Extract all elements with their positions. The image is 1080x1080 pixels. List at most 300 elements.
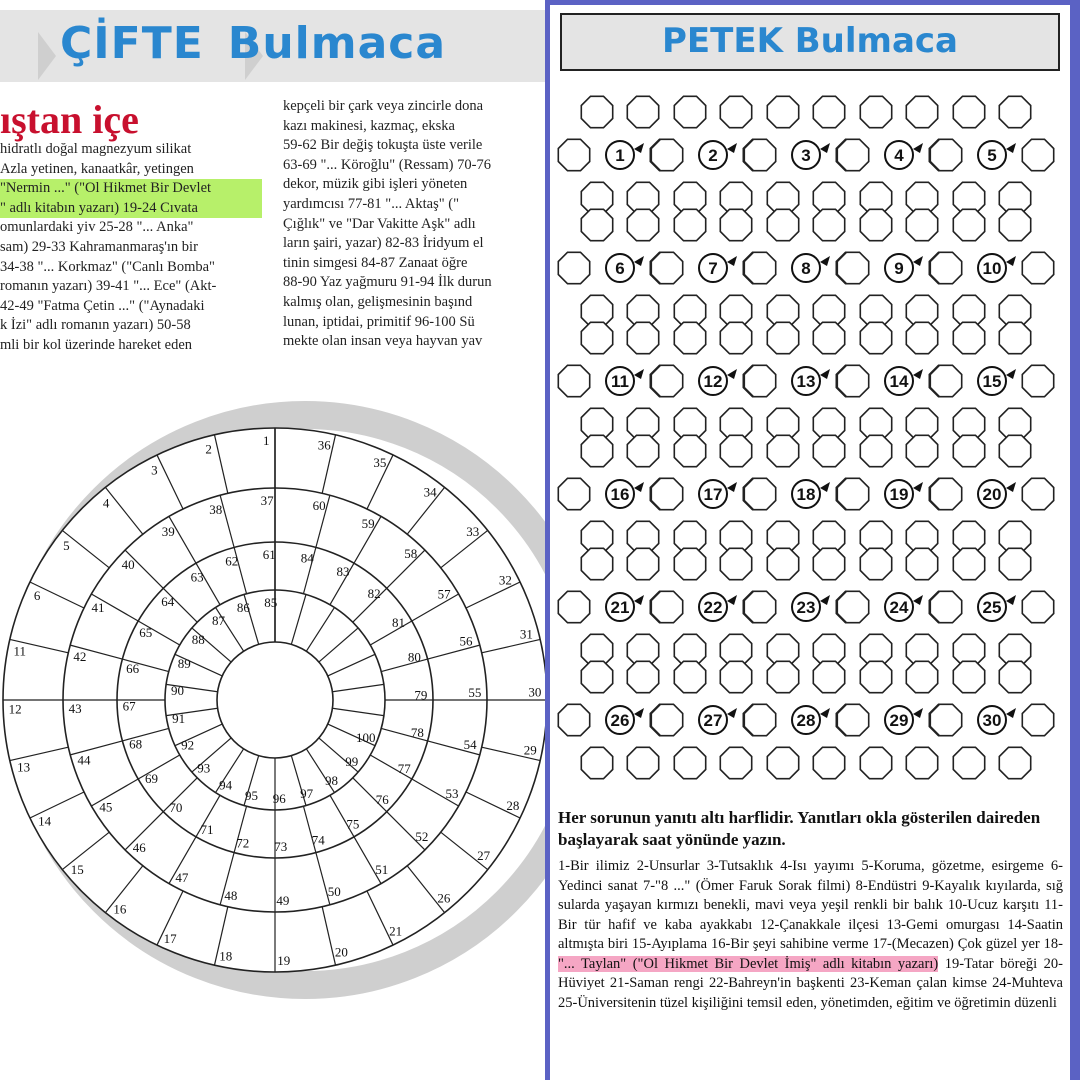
spiral-cell-number: 90 <box>170 683 184 699</box>
spiral-cell-number: 41 <box>91 599 105 615</box>
spiral-cell-number: 29 <box>523 742 537 758</box>
honeycomb-cell[interactable] <box>813 661 844 692</box>
clue-line: "Nermin ..." ("Ol Hikmet Bir Devlet <box>0 179 262 199</box>
honeycomb-circle-number: 22 <box>703 598 723 617</box>
honeycomb-cell[interactable] <box>813 548 844 579</box>
direction-arrow-icon <box>727 595 737 605</box>
spiral-cell-number: 36 <box>317 437 331 453</box>
spiral-cell-number: 28 <box>506 797 520 813</box>
honeycomb-cell[interactable] <box>837 365 868 396</box>
cifte-title-word1: ÇİFTE <box>60 18 204 69</box>
honeycomb-cell[interactable] <box>837 591 868 622</box>
spiral-cell-number: 61 <box>262 547 276 563</box>
direction-arrow-icon <box>727 708 737 718</box>
honeycomb-cell[interactable] <box>651 365 682 396</box>
honeycomb-cell[interactable] <box>953 96 984 127</box>
cifte-clue-column-2 <box>283 97 545 352</box>
honeycomb-cell[interactable] <box>999 747 1030 778</box>
honeycomb-circle-number: 2 <box>708 146 718 165</box>
honeycomb-cell[interactable] <box>999 322 1030 353</box>
honeycomb-circle-number: 18 <box>796 485 816 504</box>
honeycomb-cell[interactable] <box>720 435 751 466</box>
honeycomb-cell[interactable] <box>860 548 891 579</box>
honeycomb-cell[interactable] <box>999 435 1030 466</box>
spiral-cell-number: 69 <box>145 770 159 786</box>
honeycomb-cell[interactable] <box>720 661 751 692</box>
honeycomb-circle-number: 24 <box>889 598 909 617</box>
honeycomb-cell[interactable] <box>906 435 937 466</box>
honeycomb-cell[interactable] <box>953 661 984 692</box>
spiral-cell-number: 100 <box>356 729 376 745</box>
honeycomb-cell[interactable] <box>930 591 961 622</box>
spiral-cell-number: 84 <box>300 550 314 566</box>
spiral-cell-number: 88 <box>191 632 205 648</box>
spiral-cell-number: 15 <box>70 861 84 877</box>
spiral-cell-number: 65 <box>139 625 153 641</box>
clue-line: 42-49 "Fatma Çetin ..." ("Aynadaki <box>0 297 205 314</box>
honeycomb-cell[interactable] <box>627 548 658 579</box>
honeycomb-cell[interactable] <box>837 478 868 509</box>
spiral-cell-number: 26 <box>437 890 451 906</box>
petek-title: PETEK Bulmaca <box>662 21 958 61</box>
honeycomb-circle-number: 20 <box>982 485 1002 504</box>
honeycomb-cell[interactable] <box>930 139 961 170</box>
honeycomb-cell[interactable] <box>860 322 891 353</box>
clue-line: " adlı kitabın yazarı) 19-24 Cıvata <box>0 199 262 219</box>
honeycomb-cell[interactable] <box>744 139 775 170</box>
spiral-cell-number: 81 <box>391 615 405 631</box>
clue-line: mekte olan insan veya hayvan yav <box>283 333 483 350</box>
spiral-cell-number: 58 <box>404 546 418 562</box>
direction-arrow-icon <box>820 482 830 492</box>
spiral-cell-number: 35 <box>373 455 387 471</box>
spiral-cell-number: 4 <box>102 495 110 511</box>
clue-line: 63-69 "... Köroğlu" (Ressam) 70-76 <box>283 156 491 173</box>
spiral-cell-number: 59 <box>361 516 375 532</box>
spiral-cell-number: 1 <box>263 433 270 449</box>
honeycomb-cell[interactable] <box>720 96 751 127</box>
honeycomb-cell[interactable] <box>651 139 682 170</box>
spiral-cell-number: 16 <box>113 901 127 917</box>
spiral-cell-number: 57 <box>437 586 451 602</box>
spiral-cell-number: 75 <box>346 816 360 832</box>
honeycomb-cell[interactable] <box>813 96 844 127</box>
petek-banner <box>560 13 1060 71</box>
direction-arrow-icon <box>1006 143 1016 153</box>
honeycomb-circle-number: 10 <box>982 259 1002 278</box>
honeycomb-circle-number: 23 <box>796 598 816 617</box>
honeycomb-cell[interactable] <box>767 322 798 353</box>
honeycomb-circle-number: 28 <box>796 711 816 730</box>
clue-line: kalmış olan, gelişmesinin başınd <box>283 293 473 310</box>
spiral-cell-number: 91 <box>172 711 186 727</box>
clue-line: hidratlı doğal magnezyum silikat <box>0 141 192 157</box>
spiral-cell-number: 49 <box>276 892 290 908</box>
spiral-cell-number: 17 <box>163 930 177 946</box>
spiral-cell-number: 13 <box>17 759 31 775</box>
spiral-cell-number: 27 <box>477 848 491 864</box>
direction-arrow-icon <box>634 482 644 492</box>
clues-highlighted: "... Taylan" ("Ol Hikmet Bir Devlet İmiş" adlı kitabın yazarı) <box>558 955 939 972</box>
spiral-cell-number: 74 <box>311 832 325 848</box>
direction-arrow-icon <box>727 143 737 153</box>
honeycomb-cell[interactable] <box>930 365 961 396</box>
honeycomb-cell[interactable] <box>674 209 705 240</box>
honeycomb-cell[interactable] <box>558 139 589 170</box>
spiral-cell-number: 78 <box>410 725 424 741</box>
spiral-cell-number: 56 <box>459 633 473 649</box>
honeycomb-cell[interactable] <box>767 548 798 579</box>
honeycomb-cell[interactable] <box>674 322 705 353</box>
spiral-cell-number: 46 <box>132 839 146 855</box>
spiral-cell-number: 62 <box>225 553 239 569</box>
spiral-cell-number: 95 <box>244 788 258 804</box>
honeycomb-cell[interactable] <box>744 704 775 735</box>
honeycomb-cell[interactable] <box>1022 252 1053 283</box>
spiral-cell-number: 48 <box>224 888 238 904</box>
spiral-cell-number: 32 <box>498 572 512 588</box>
spiral-cell-number: 33 <box>466 524 480 540</box>
honeycomb-cell[interactable] <box>720 209 751 240</box>
honeycomb-circle-number: 1 <box>615 146 625 165</box>
spiral-cell-number: 2 <box>205 441 212 457</box>
honeycomb-cell[interactable] <box>581 96 612 127</box>
spiral-center <box>217 642 333 758</box>
spiral-cell-number: 51 <box>375 862 389 878</box>
spiral-cell-number: 37 <box>260 493 274 509</box>
honeycomb-cell[interactable] <box>744 252 775 283</box>
honeycomb-circle-number: 14 <box>889 372 909 391</box>
spiral-cell-number: 73 <box>274 838 288 854</box>
banner-chevron-left <box>38 32 56 80</box>
direction-arrow-icon <box>913 256 923 266</box>
direction-arrow-icon <box>634 143 644 153</box>
honeycomb-circle-number: 6 <box>615 259 625 278</box>
spiral-cell-number: 94 <box>219 777 233 793</box>
spiral-cell-number: 96 <box>272 790 286 806</box>
clue-line: ların şairi, yazar) 82-83 İridyum el <box>283 235 484 252</box>
clue-line: tinin simgesi 84-87 Zanaat öğre <box>283 254 468 271</box>
honeycomb-cell[interactable] <box>813 209 844 240</box>
honeycomb-cell[interactable] <box>558 478 589 509</box>
spiral-cell-number: 34 <box>423 484 437 500</box>
direction-arrow-icon <box>820 143 830 153</box>
cifte-clue-column-1 <box>0 140 262 356</box>
honeycomb-cell[interactable] <box>558 591 589 622</box>
honeycomb-circle-number: 29 <box>889 711 909 730</box>
spiral-cell-number: 18 <box>219 948 233 964</box>
honeycomb-cell[interactable] <box>674 96 705 127</box>
honeycomb-cell[interactable] <box>627 661 658 692</box>
honeycomb-cell[interactable] <box>651 478 682 509</box>
clue-line: mli bir kol üzerinde hareket eden <box>0 336 193 353</box>
spiral-cell-number: 66 <box>126 660 140 676</box>
honeycomb-cell[interactable] <box>558 365 589 396</box>
honeycomb-circle-number: 27 <box>703 711 723 730</box>
honeycomb-cell[interactable] <box>837 252 868 283</box>
honeycomb-cell[interactable] <box>581 209 612 240</box>
clue-line: yardımcısı 77-81 "... Aktaş" (" <box>283 195 460 212</box>
spiral-cell-number: 70 <box>169 800 183 816</box>
direction-arrow-icon <box>1006 256 1016 266</box>
spiral-cell-number: 85 <box>264 595 278 611</box>
spiral-cell-number: 45 <box>99 799 113 815</box>
honeycomb-cell[interactable] <box>674 548 705 579</box>
spiral-cell-number: 64 <box>161 593 175 609</box>
honeycomb-cell[interactable] <box>999 209 1030 240</box>
spiral-cell-number: 76 <box>375 792 389 808</box>
honeycomb-cell[interactable] <box>953 747 984 778</box>
spiral-cell-number: 68 <box>129 736 143 752</box>
honeycomb-puzzle-grid[interactable] <box>550 85 1070 805</box>
direction-arrow-icon <box>913 369 923 379</box>
direction-arrow-icon <box>1006 708 1016 718</box>
petek-clues <box>558 857 1063 1013</box>
honeycomb-circle-number: 25 <box>982 598 1002 617</box>
spiral-cell-number: 77 <box>397 760 411 776</box>
spiral-cell-number: 67 <box>122 698 136 714</box>
direction-arrow-icon <box>913 595 923 605</box>
honeycomb-circle-number: 8 <box>801 259 811 278</box>
honeycomb-circle-number: 11 <box>611 372 629 391</box>
spiral-cell-number: 93 <box>197 760 211 776</box>
honeycomb-cell[interactable] <box>906 548 937 579</box>
honeycomb-cell[interactable] <box>1022 365 1053 396</box>
honeycomb-cell[interactable] <box>674 435 705 466</box>
direction-arrow-icon <box>634 369 644 379</box>
direction-arrow-icon <box>820 369 830 379</box>
direction-arrow-icon <box>727 369 737 379</box>
honeycomb-cell[interactable] <box>720 747 751 778</box>
honeycomb-circle-number: 4 <box>894 146 904 165</box>
honeycomb-cell[interactable] <box>744 365 775 396</box>
honeycomb-cell[interactable] <box>1022 478 1053 509</box>
honeycomb-cell[interactable] <box>837 139 868 170</box>
clues-part-b: 19-Tatar böreği 20-Hüviyet 21-Saman rengi 22-Bahreyn'in başkenti 23-Keman çalan kimse 24-Muhteva 25-Üniversitenin tüzel kişiliğini temsil eden, yönetimden, eğitim ve öğretimin düzenli <box>558 955 1063 1011</box>
spiral-cell-number: 42 <box>73 648 87 664</box>
honeycomb-cell[interactable] <box>906 96 937 127</box>
honeycomb-circle-number: 26 <box>610 711 630 730</box>
direction-arrow-icon <box>913 482 923 492</box>
spiral-cell-number: 89 <box>177 656 191 672</box>
spiral-cell-number: 38 <box>209 501 223 517</box>
honeycomb-cell[interactable] <box>627 435 658 466</box>
petek-bulmaca-panel <box>545 0 1080 1080</box>
direction-arrow-icon <box>634 256 644 266</box>
honeycomb-circle-number: 3 <box>801 146 811 165</box>
clue-line: Çığlık" ve "Dar Vakitte Aşk" adlı <box>283 215 476 232</box>
honeycomb-cell[interactable] <box>906 322 937 353</box>
clue-line: lunan, iptidai, primitif 96-100 Sü <box>283 313 475 330</box>
cifte-headline: ıştan içe <box>0 97 139 142</box>
honeycomb-cell[interactable] <box>953 548 984 579</box>
direction-arrow-icon <box>820 595 830 605</box>
spiral-cell-number: 3 <box>151 462 158 478</box>
spiral-cell-number: 71 <box>200 822 214 838</box>
honeycomb-cell[interactable] <box>744 591 775 622</box>
clue-line: kazı makinesi, kazmaç, ekska <box>283 117 455 134</box>
direction-arrow-icon <box>1006 482 1016 492</box>
honeycomb-circle-number: 19 <box>889 485 909 504</box>
honeycomb-circle-number: 16 <box>610 485 630 504</box>
honeycomb-cell[interactable] <box>767 435 798 466</box>
honeycomb-cell[interactable] <box>651 704 682 735</box>
honeycomb-cell[interactable] <box>860 209 891 240</box>
honeycomb-cell[interactable] <box>558 704 589 735</box>
honeycomb-cell[interactable] <box>953 209 984 240</box>
spiral-cell-number: 39 <box>161 523 175 539</box>
spiral-cell-number: 54 <box>463 737 477 753</box>
honeycomb-cell[interactable] <box>906 747 937 778</box>
honeycomb-cell[interactable] <box>999 96 1030 127</box>
honeycomb-cell[interactable] <box>767 209 798 240</box>
honeycomb-cell[interactable] <box>930 252 961 283</box>
honeycomb-circle-number: 17 <box>703 485 723 504</box>
spiral-cell-number: 20 <box>334 944 348 960</box>
spiral-cell-number: 14 <box>38 813 52 829</box>
spiral-cell-number: 30 <box>528 684 542 700</box>
cifte-title-word2: Bulmaca <box>227 18 447 69</box>
honeycomb-cell[interactable] <box>860 747 891 778</box>
direction-arrow-icon <box>634 708 644 718</box>
honeycomb-circle-number: 9 <box>894 259 904 278</box>
clues-part-a: 1-Bir ilimiz 2-Unsurlar 3-Tutsaklık 4-Isı yayımı 5-Koruma, gözetme, esirgeme 6-Yedinci sanat 7-"8 ..." (Ömer Faruk Sorak filmi) 8-Endüstri 9-Kayalık kıyılarda, sığ sularda yaşayan kırmızı benekli, mavi veya yeşil renkli bir balık 10-Ucuz karşıtı 11-Bir tür hafif ve kaba ayakkabı 12-Çanakkale ilçesi 13-Gemi omurgası 14-Saatin altmışta biri 15-Ayıplama 16-Bir şeyi sahibine verme 17-(Mecazen) Çok güzel yer 18- <box>558 858 1063 952</box>
honeycomb-circle-number: 21 <box>610 598 630 617</box>
honeycomb-cell[interactable] <box>651 591 682 622</box>
honeycomb-cell[interactable] <box>860 435 891 466</box>
honeycomb-cell[interactable] <box>860 96 891 127</box>
honeycomb-cell[interactable] <box>767 661 798 692</box>
honeycomb-circle-number: 30 <box>982 711 1002 730</box>
honeycomb-cell[interactable] <box>674 661 705 692</box>
direction-arrow-icon <box>634 595 644 605</box>
direction-arrow-icon <box>1006 369 1016 379</box>
spiral-cell-number: 12 <box>8 701 22 717</box>
clue-line: dekor, müzik gibi işleri yöneten <box>283 176 468 193</box>
honeycomb-cell[interactable] <box>1022 704 1053 735</box>
honeycomb-cell[interactable] <box>813 747 844 778</box>
honeycomb-circle-number: 5 <box>987 146 997 165</box>
honeycomb-cell[interactable] <box>999 548 1030 579</box>
spiral-cell-number: 19 <box>277 952 291 968</box>
spiral-cell-number: 5 <box>63 537 70 553</box>
clue-line: Azla yetinen, kanaatkâr, yetingen <box>0 160 194 177</box>
honeycomb-cell[interactable] <box>674 747 705 778</box>
spiral-cell-number: 53 <box>445 786 459 802</box>
honeycomb-cell[interactable] <box>627 209 658 240</box>
spiral-cell-number: 6 <box>33 588 41 604</box>
spiral-cell-number: 72 <box>236 835 250 851</box>
spiral-cell-number: 52 <box>415 828 429 844</box>
direction-arrow-icon <box>913 143 923 153</box>
spiral-cell-number: 79 <box>414 687 428 703</box>
honeycomb-cell[interactable] <box>581 548 612 579</box>
honeycomb-cell[interactable] <box>581 322 612 353</box>
honeycomb-cell[interactable] <box>744 478 775 509</box>
spiral-cell-number: 31 <box>519 626 533 642</box>
spiral-cell-number: 97 <box>300 785 314 801</box>
honeycomb-cell[interactable] <box>860 661 891 692</box>
cifte-banner <box>0 10 545 82</box>
honeycomb-cell[interactable] <box>767 96 798 127</box>
honeycomb-circle-number: 12 <box>703 372 723 391</box>
clue-line: kepçeli bir çark veya zincirle dona <box>283 98 484 114</box>
cifte-title <box>60 18 470 69</box>
spiral-cell-number: 40 <box>121 557 135 573</box>
spiral-cell-number: 55 <box>468 685 482 701</box>
honeycomb-cell[interactable] <box>999 661 1030 692</box>
clue-line: omunlardaki yiv 25-28 "... Anka" <box>0 219 194 236</box>
honeycomb-cell[interactable] <box>720 548 751 579</box>
honeycomb-cell[interactable] <box>930 704 961 735</box>
clue-line: k İzi" adlı romanın yazarı) 50-58 <box>0 317 191 334</box>
spiral-cell-number: 87 <box>212 612 226 628</box>
honeycomb-circle-number: 7 <box>708 259 718 278</box>
direction-arrow-icon <box>820 708 830 718</box>
honeycomb-cell[interactable] <box>720 322 751 353</box>
honeycomb-cell[interactable] <box>627 322 658 353</box>
spiral-puzzle-grid[interactable] <box>0 400 545 1080</box>
clue-line: sam) 29-33 Kahramanmaraş'ın bir <box>0 238 198 255</box>
clue-line: 34-38 "... Korkmaz" ("Canlı Bomba" <box>0 258 215 275</box>
spiral-cell-number: 99 <box>345 753 359 769</box>
honeycomb-cell[interactable] <box>813 322 844 353</box>
honeycomb-cell[interactable] <box>906 661 937 692</box>
honeycomb-cell[interactable] <box>813 435 844 466</box>
petek-instructions: Her sorunun yanıtı altı harflidir. Yanıtları okla gösterilen daireden başlayarak saat yönünde yazın. <box>558 808 1041 849</box>
spiral-cell-number: 83 <box>336 563 350 579</box>
honeycomb-circle-number: 13 <box>796 372 816 391</box>
spiral-cell-number: 44 <box>77 752 91 768</box>
spiral-cell-number: 43 <box>68 700 82 716</box>
direction-arrow-icon <box>913 708 923 718</box>
honeycomb-cell[interactable] <box>651 252 682 283</box>
spiral-cell-number: 63 <box>190 569 204 585</box>
honeycomb-cell[interactable] <box>581 661 612 692</box>
direction-arrow-icon <box>727 256 737 266</box>
clue-line: romanın yazarı) 39-41 "... Ece" (Akt- <box>0 278 217 295</box>
direction-arrow-icon <box>727 482 737 492</box>
spiral-cell-number: 80 <box>407 649 421 665</box>
clue-line: 88-90 Yaz yağmuru 91-94 İlk durun <box>283 274 492 291</box>
spiral-cell-number: 82 <box>367 585 381 601</box>
honeycomb-cell[interactable] <box>558 252 589 283</box>
direction-arrow-icon <box>1006 595 1016 605</box>
honeycomb-cell[interactable] <box>906 209 937 240</box>
honeycomb-cell[interactable] <box>627 96 658 127</box>
honeycomb-cell[interactable] <box>581 435 612 466</box>
honeycomb-cell[interactable] <box>1022 591 1053 622</box>
honeycomb-cell[interactable] <box>953 435 984 466</box>
clue-line: 59-62 Bir değiş tokuşta üste verile <box>283 137 483 154</box>
spiral-cell-number: 86 <box>236 600 250 616</box>
spiral-cell-number: 47 <box>175 869 189 885</box>
spiral-cell-number: 98 <box>324 773 338 789</box>
honeycomb-circle-number: 15 <box>982 372 1002 391</box>
spiral-cell-number: 60 <box>312 497 326 513</box>
honeycomb-cell[interactable] <box>627 747 658 778</box>
honeycomb-cell[interactable] <box>767 747 798 778</box>
honeycomb-cell[interactable] <box>581 747 612 778</box>
honeycomb-cell[interactable] <box>837 704 868 735</box>
honeycomb-cell[interactable] <box>930 478 961 509</box>
honeycomb-cell[interactable] <box>953 322 984 353</box>
direction-arrow-icon <box>820 256 830 266</box>
spiral-cell-number: 50 <box>327 884 341 900</box>
spiral-cell-number: 21 <box>389 923 403 939</box>
spiral-cell-number: 11 <box>13 643 26 659</box>
honeycomb-cell[interactable] <box>1022 139 1053 170</box>
